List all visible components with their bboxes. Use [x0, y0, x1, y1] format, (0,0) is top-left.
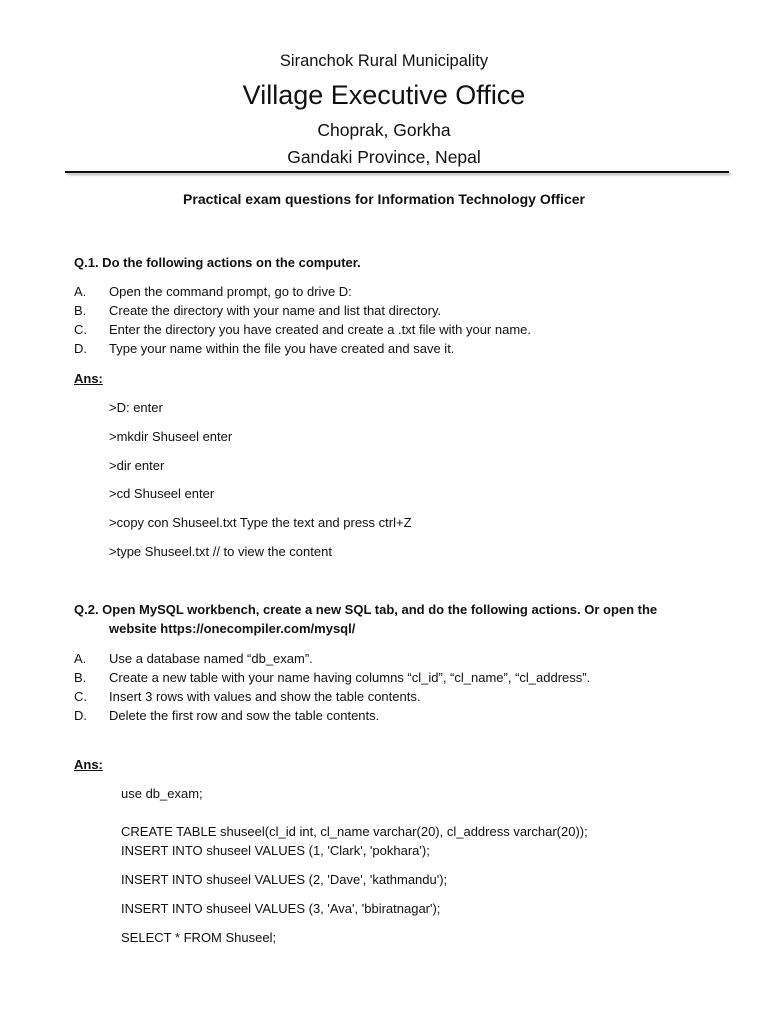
answer-2-line: use db_exam; [121, 786, 203, 801]
item-text: Create the directory with your name and list that directory. [109, 303, 442, 318]
answer-2-label: Ans: [74, 757, 103, 772]
question-1-title: Q.1. Do the following actions on the computer. [74, 255, 361, 270]
location-line-1: Choprak, Gorkha [317, 120, 451, 140]
item-text: Type your name within the file you have created and save it. [109, 341, 455, 356]
item-letter: A. [74, 284, 87, 299]
question-2-title-continued: website https://onecompiler.com/mysql/ [109, 621, 356, 636]
item-letter: D. [74, 341, 87, 356]
item-letter: B. [74, 303, 87, 318]
answer-2-line: INSERT INTO shuseel VALUES (1, 'Clark', 'pokhara'); [121, 843, 430, 858]
municipality-name: Siranchok Rural Municipality [279, 52, 489, 70]
answer-1-line: >copy con Shuseel.txt Type the text and press ctrl+Z [109, 515, 412, 530]
item-letter: B. [74, 670, 87, 685]
item-text: Use a database named “db_exam”. [109, 651, 313, 666]
answer-1-line: >D: enter [109, 400, 163, 415]
location-line-2: Gandaki Province, Nepal [287, 147, 481, 167]
answer-2-line: CREATE TABLE shuseel(cl_id int, cl_name varchar(20), cl_address varchar(20)); [121, 824, 588, 839]
item-text: Create a new table with your name having columns “cl_id”, “cl_name”, “cl_address”. [109, 670, 591, 685]
answer-1-label: Ans: [74, 371, 103, 386]
item-text: Insert 3 rows with values and show the table contents. [109, 689, 421, 704]
answer-1-line: >type Shuseel.txt // to view the content [109, 544, 332, 559]
item-text: Delete the first row and sow the table contents. [109, 708, 380, 723]
item-letter: A. [74, 651, 87, 666]
item-letter: C. [74, 689, 87, 704]
question-2-title: Q.2. Open MySQL workbench, create a new SQL tab, and do the following actions. Or open the [74, 602, 658, 617]
item-letter: D. [74, 708, 87, 723]
office-title: Village Executive Office [242, 80, 526, 110]
answer-1-line: >mkdir Shuseel enter [109, 429, 233, 444]
header-divider [65, 171, 729, 173]
item-text: Enter the directory you have created and create a .txt file with your name. [109, 322, 531, 337]
document-subtitle: Practical exam questions for Information Technology Officer [183, 191, 585, 207]
answer-1-line: >dir enter [109, 458, 165, 473]
answer-2-line: INSERT INTO shuseel VALUES (2, 'Dave', 'kathmandu'); [121, 872, 448, 887]
answer-2-line: INSERT INTO shuseel VALUES (3, 'Ava', 'bbiratnagar'); [121, 901, 441, 916]
item-letter: C. [74, 322, 87, 337]
answer-1-line: >cd Shuseel enter [109, 486, 215, 501]
answer-2-line: SELECT * FROM Shuseel; [121, 930, 277, 945]
item-text: Open the command prompt, go to drive D: [109, 284, 352, 299]
